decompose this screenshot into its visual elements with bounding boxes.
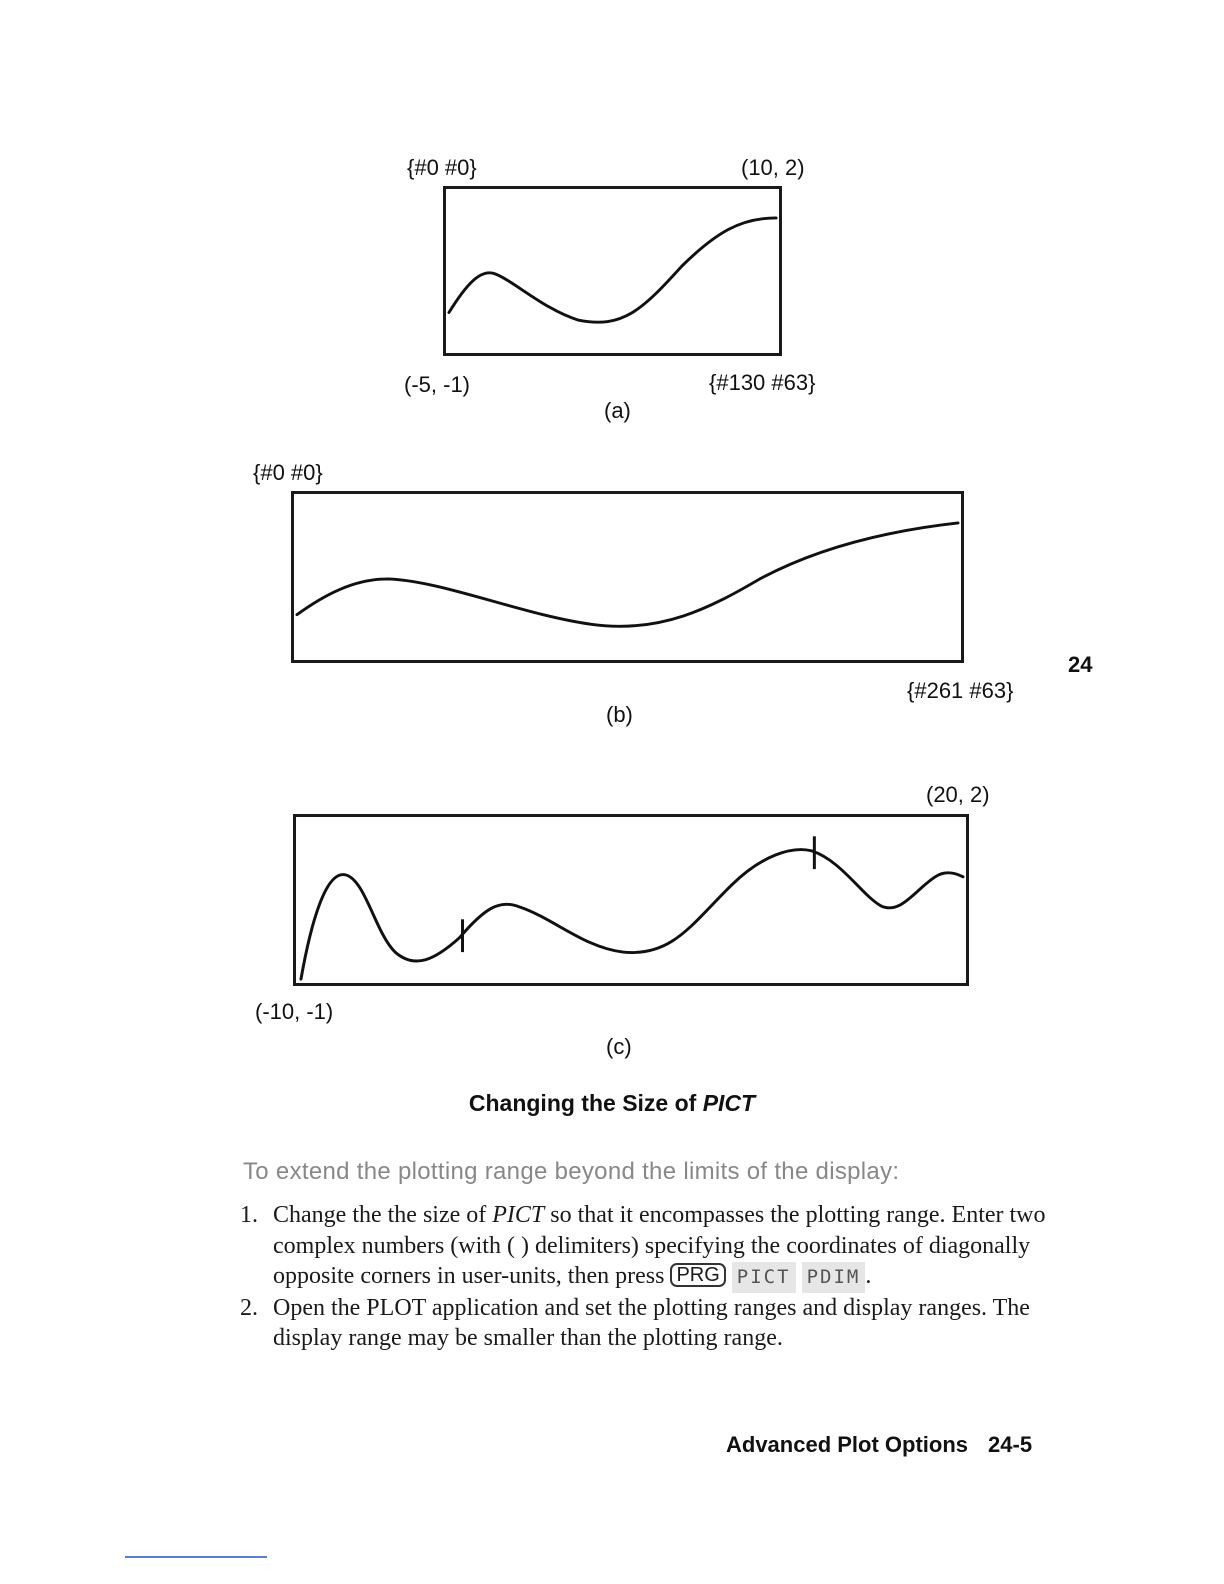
footer-page-number: 24-5: [988, 1432, 1033, 1457]
fig-a-top-right-label: (10, 2): [741, 155, 805, 180]
step-emph: PICT: [492, 1202, 545, 1228]
pict-menu-key: PICT: [732, 1262, 796, 1293]
fig-b-curve: [297, 523, 958, 626]
fig-a-bottom-left-label: (-5, -1): [404, 372, 470, 397]
fig-a-plot-frame: [443, 186, 782, 356]
step-text: Open the PLOT application and set the plotting ranges and display ranges. The display range may be smaller than the plotting range.: [273, 1294, 1030, 1351]
step-number: 1.: [240, 1202, 258, 1228]
fig-a-curve-graphic: [446, 189, 779, 353]
step-text-cont: so that it encompasses the plotting range. Enter two complex numbers (with ( ) delimiters) specifying the coordinates of diagonally opposite corners in user-units, then press: [273, 1202, 1046, 1289]
step-number: 2.: [240, 1294, 258, 1321]
section-heading: To extend the plotting range beyond the limits of the display:: [243, 1158, 900, 1185]
step-item: [240, 1200, 1060, 1293]
figure-title: [0, 1090, 1224, 1117]
pdim-menu-key: PDIM: [802, 1262, 866, 1293]
fig-b-caption: (b): [606, 702, 633, 727]
footer-rule: [125, 1556, 267, 1558]
fig-b-plot-frame: [291, 491, 964, 663]
fig-c-bottom-left-label: (-10, -1): [255, 999, 334, 1024]
fig-c-plot-frame: [293, 814, 969, 986]
fig-a-bottom-right-label: {#130 #63}: [709, 370, 816, 395]
step-text: Change the the size of: [273, 1202, 493, 1228]
fig-c-caption: (c): [606, 1034, 632, 1059]
page-footer: [726, 1432, 1032, 1458]
fig-b-curve-graphic: [294, 494, 961, 660]
chapter-tab: 24: [1068, 652, 1093, 677]
fig-b-top-left-label: {#0 #0}: [253, 460, 323, 485]
step-item: [240, 1293, 1060, 1354]
fig-a-caption: (a): [604, 398, 631, 423]
fig-b-bottom-right-label: {#261 #63}: [907, 678, 1014, 703]
fig-c-top-right-label: (20, 2): [926, 782, 990, 807]
figure-title-text: Changing the Size of: [468, 1090, 703, 1116]
fig-c-curve: [301, 850, 963, 980]
figure-title-emph: PICT: [702, 1090, 756, 1116]
fig-c-curve-graphic: [296, 817, 966, 983]
step-end: .: [865, 1263, 872, 1289]
fig-a-top-left-label: {#0 #0}: [407, 155, 477, 180]
footer-section-title: Advanced Plot Options: [726, 1432, 969, 1457]
fig-a-curve: [449, 218, 776, 322]
steps-list: [240, 1200, 1060, 1354]
prg-key: PRG: [670, 1263, 725, 1287]
